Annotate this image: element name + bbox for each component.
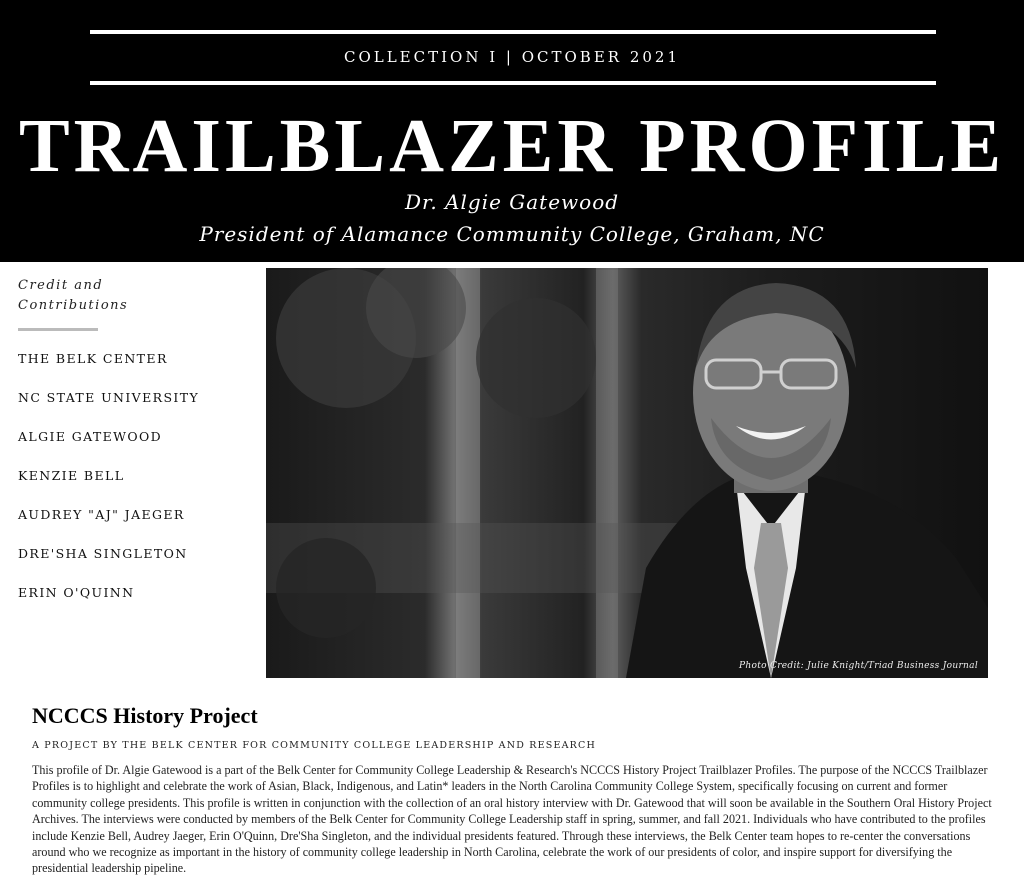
credits-sidebar [18,276,258,622]
credits-heading [18,276,138,316]
photo-credit: Photo Credit: Julie Knight/Triad Business Journal [739,661,978,671]
header-bottom-rule [90,81,936,85]
portrait-photo [266,268,988,678]
credit-item: AUDREY "AJ" JAEGER [18,507,185,522]
project-description: This profile of Dr. Algie Gatewood is a part of the Belk Center for Community College Leadership & Research's NCCCS History Project Trailblazer Profiles. The purpose of the NCCCS Trailblazer Profiles is to highlight and celebrate the work of Asian, Black, Indigenous, and Latin* leaders in the North Carolina Community College System, specifically focusing on current and former community college presidents. This profile is written in conjunction with the collection of an oral history interview with Dr. Gatewood that will soon be available in the Southern Oral History Project Archives. The interviews were conducted by members of the Belk Center for Community College Leadership staff in spring, summer, and fall 2021. Individuals who have contributed to the profiles include Kenzie Bell, Audrey Jaeger, Erin O'Quinn, Dre'Sha Singleton, and the individual presidents featured. Through these interviews, the Belk Center team hopes to re-center the conversations around who we recognize as important in the history of community college leadership in North Carolina, celebrate the work of our presidents of color, and inspire support for diversifying the presidential leadership pipeline. [32,763,992,876]
credit-item: KENZIE BELL [18,468,125,483]
credit-item: NC STATE UNIVERSITY [18,390,200,405]
profile-role: President of Alamance Community College, Graham, NC [199,222,825,246]
page-title: TRAILBLAZER PROFILE [18,104,1006,188]
portrait-illustration [266,268,988,678]
project-subtitle: A PROJECT BY THE BELK CENTER FOR COMMUNITY COLLEGE LEADERSHIP AND RESEARCH [32,740,596,751]
credits-heading-line2: Contributions [18,298,129,313]
collection-label: COLLECTION I | OCTOBER 2021 [343,48,681,66]
credit-item: ERIN O'QUINN [18,585,135,600]
header-banner [0,0,1024,262]
credits-divider [18,328,98,331]
profile-name: Dr. Algie Gatewood [404,190,620,214]
header-top-rule [90,30,936,34]
credits-heading-line1: Credit and [18,278,104,293]
credit-item: ALGIE GATEWOOD [18,429,163,444]
credit-item: DRE'SHA SINGLETON [18,546,188,561]
project-title: NCCCS History Project [32,703,258,728]
credit-item: THE BELK CENTER [18,351,168,366]
credits-list [18,349,258,622]
